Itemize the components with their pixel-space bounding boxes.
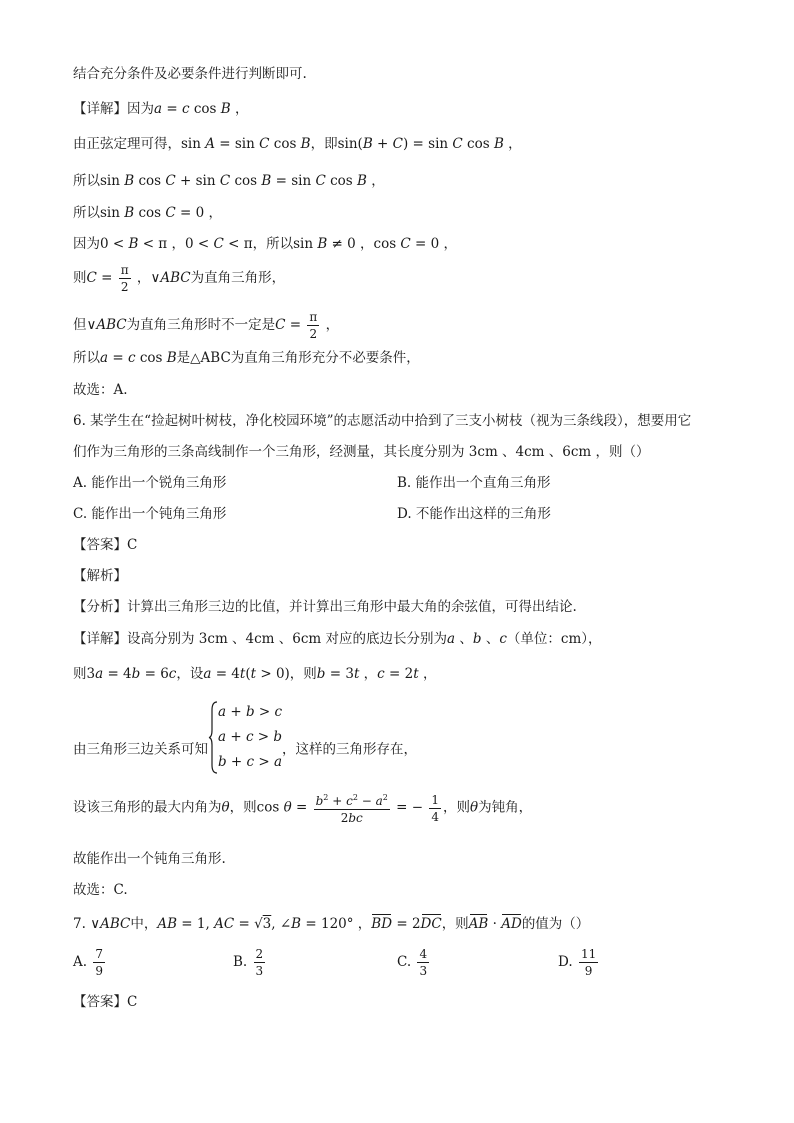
fenxi-tag: 【分析】 xyxy=(73,599,127,615)
fenxi-line xyxy=(73,597,577,617)
text: （单位：cm）， xyxy=(506,631,602,647)
text: 6. 某学生在“捡起树叶树枝，净化校园环境”的志愿活动中拾到了三支小树枝（视为三条线段），想要用它 xyxy=(73,413,692,429)
formula: B xyxy=(357,173,367,189)
text: 由正弦定理可得， xyxy=(73,136,181,152)
answer-line xyxy=(73,535,137,555)
vector: BD xyxy=(371,916,393,932)
formula: B xyxy=(128,236,139,252)
text: 所以 xyxy=(73,350,100,366)
text: ，则 xyxy=(229,799,257,816)
q7-option-d xyxy=(558,946,600,979)
option-label: C. xyxy=(397,954,412,970)
formula: C xyxy=(165,173,176,189)
formula: C xyxy=(86,270,97,286)
detail-line xyxy=(73,849,226,869)
detail-tag: 【详解】 xyxy=(73,631,127,647)
formula: C xyxy=(392,136,403,152)
option-d xyxy=(397,504,551,524)
text: 但 xyxy=(73,317,87,333)
formula: B xyxy=(261,173,272,189)
text: ，即 xyxy=(310,136,338,152)
fraction: $\frac{\pi}{2}$ xyxy=(309,310,318,341)
text: ，设 xyxy=(176,666,204,682)
text: 结合充分条件及必要条件进行判断即可. xyxy=(73,66,307,82)
text: ，则 xyxy=(442,799,470,816)
formula: ABC xyxy=(160,270,191,286)
formula: A xyxy=(205,136,215,152)
answer-line xyxy=(73,992,137,1012)
vector: DC xyxy=(420,916,442,932)
fraction: $\frac{4}{3}$ xyxy=(419,947,428,978)
text-line: 所以sin B cos C + sin C cos B = sin C cos B ， xyxy=(73,173,385,189)
formula: C xyxy=(259,136,270,152)
text: 因为 xyxy=(73,236,100,252)
text-line xyxy=(73,64,307,84)
detail-line: 【详解】因为a = c cos B ， xyxy=(73,101,249,117)
text: 为钝角， xyxy=(478,799,533,816)
formula: θ xyxy=(221,799,230,816)
text: 故选：C. xyxy=(73,882,128,898)
formula: C xyxy=(400,236,411,252)
brace-icon xyxy=(208,700,218,775)
q7-option-b xyxy=(233,946,267,979)
formula: c xyxy=(181,101,190,117)
text: 则 xyxy=(73,666,87,682)
formula: c xyxy=(127,350,136,366)
formula: C xyxy=(165,205,176,221)
formula: ABC xyxy=(96,317,127,333)
fraction: $\frac{2}{3}$ xyxy=(255,947,264,978)
q7-option-a xyxy=(73,946,107,979)
text: 由三角形三边关系可知 xyxy=(73,741,208,758)
text: 中， xyxy=(130,916,158,932)
analysis-tag: 【解析】 xyxy=(73,568,127,584)
formula: B xyxy=(124,205,135,221)
question-6-stem xyxy=(73,411,691,431)
text: 所以 xyxy=(73,173,100,189)
option-c xyxy=(73,504,226,524)
vector: AB xyxy=(468,916,489,932)
formula: C xyxy=(315,173,326,189)
text: 故能作出一个钝角三角形. xyxy=(73,851,226,867)
detail-line: 设该三角形的最大内角为θ，则cos θ = $\frac{b^2 + c^2 - a^2}{2bc}$ = − $\frac{1}{4}$ ，则θ为钝角， xyxy=(73,790,532,826)
detail-line: 则3a = 4b = 6c，设a = 4t(t > 0)，则b = 3t ，c = 2t ， xyxy=(73,666,437,682)
text: D. 不能作出这样的三角形 xyxy=(397,506,551,522)
formula: a xyxy=(447,631,456,647)
text-line: 因为0 < B < π ，0 < C < π，所以sin B ≠ 0 ，cos C = 0 ， xyxy=(73,236,458,252)
formula: b xyxy=(316,666,326,682)
text-line: 由正弦定理可得，sin A = sin C cos B，即sin(B + C) = sin C cos B ， xyxy=(73,136,522,152)
text: 为直角三角形时不一定是 xyxy=(126,317,276,333)
fraction: $\frac{\pi}{2}$ xyxy=(120,263,129,294)
text: 所以 xyxy=(73,205,100,221)
option-label: A. xyxy=(73,954,88,970)
text: 计算出三角形三边的比值，并计算出三角形中最大角的余弦值，可得出结论. xyxy=(127,599,577,615)
text: 则 xyxy=(73,270,87,286)
formula: a xyxy=(100,350,109,366)
text: 设该三角形的最大内角为 xyxy=(73,799,222,816)
text: 设高分别为 3cm 、4cm 、6cm 对应的底边长分别为 xyxy=(127,631,448,647)
formula: a xyxy=(203,666,212,682)
formula: B xyxy=(362,136,373,152)
detail-line xyxy=(73,700,417,775)
formula: B xyxy=(220,101,231,117)
formula: a xyxy=(154,101,163,117)
answer-value: C xyxy=(127,994,138,1010)
detail-tag: 【详解】 xyxy=(73,101,127,117)
text: 们作为三角形的三条高线制作一个三角形，经测量，其长度分别为 3cm 、4cm 、6cm ，则（） xyxy=(73,444,650,460)
answer-value: C xyxy=(127,537,138,553)
text: ，则 xyxy=(289,666,317,682)
formula: C xyxy=(275,317,286,333)
answer-tag: 【答案】 xyxy=(73,537,127,553)
option-label: D. xyxy=(558,954,573,970)
formula: c xyxy=(377,666,385,682)
text: A. 能作出一个锐角三角形 xyxy=(73,475,227,491)
formula: C xyxy=(213,236,224,252)
detail-line: 【详解】设高分别为 3cm 、4cm 、6cm 对应的底边长分别为a 、b 、c（单位：cm）， xyxy=(73,631,602,647)
text-line: 所以sin B cos C = 0 ， xyxy=(73,205,222,221)
text: 因为 xyxy=(127,101,154,117)
text: ，这样的三角形存在， xyxy=(282,741,418,758)
formula: B xyxy=(493,136,504,152)
text: 的值为（） xyxy=(521,916,590,932)
question-7-stem: 7. ∨ABC中，AB = 1, AC = √3, ∠B = 120° ，BD = 2DC，则AB · AD的值为（） xyxy=(73,916,590,932)
fraction: $\frac{b^2 + c^2 - a^2}{2bc}$ xyxy=(314,790,390,826)
text: 是△ABC为直角三角形充分不必要条件， xyxy=(176,350,420,366)
text-line: 所以a = c cos B是△ABC为直角三角形充分不必要条件， xyxy=(73,350,420,366)
formula: ∨ xyxy=(86,317,97,333)
formula: c xyxy=(499,631,507,647)
system-of-inequalities: a + b > c a + c > b b + c > a xyxy=(208,700,282,800)
formula: b xyxy=(472,631,482,647)
formula: C xyxy=(219,173,231,189)
formula: B xyxy=(317,236,328,252)
option-label: B. xyxy=(233,954,248,970)
formula: ∨ xyxy=(150,270,161,286)
text: 为直角三角形， xyxy=(190,270,286,286)
q7-option-c xyxy=(397,946,431,979)
formula: B xyxy=(124,173,135,189)
formula: C xyxy=(452,136,463,152)
fraction: $\frac{1}{4}$ xyxy=(431,792,439,824)
fraction: $\frac{11}{9}$ xyxy=(580,947,597,978)
option-b xyxy=(397,473,551,493)
analysis-line xyxy=(73,566,127,586)
vector: AD xyxy=(501,916,522,932)
text: ，所以 xyxy=(252,236,294,252)
text: B. 能作出一个直角三角形 xyxy=(397,475,551,491)
fraction: $\frac{7}{9}$ xyxy=(95,947,103,978)
detail-line xyxy=(73,880,128,900)
question-6-stem-cont xyxy=(73,442,650,462)
text-line xyxy=(73,380,128,400)
option-a xyxy=(73,473,226,493)
answer-tag: 【答案】 xyxy=(73,994,127,1010)
formula: B xyxy=(300,136,311,152)
formula: θ xyxy=(469,799,479,816)
text: ，则 xyxy=(441,916,469,932)
text-line: 但∨ABC为直角三角形时不一定是C = $\frac{\pi}{2}$ ， xyxy=(73,310,340,341)
text: 故选：A. xyxy=(73,382,128,398)
text: C. 能作出一个钝角三角形 xyxy=(73,506,227,522)
formula: B xyxy=(166,350,177,366)
text-line: 则C = $\frac{\pi}{2}$ ，∨ABC为直角三角形， xyxy=(73,263,286,294)
text: 7. xyxy=(73,916,86,932)
